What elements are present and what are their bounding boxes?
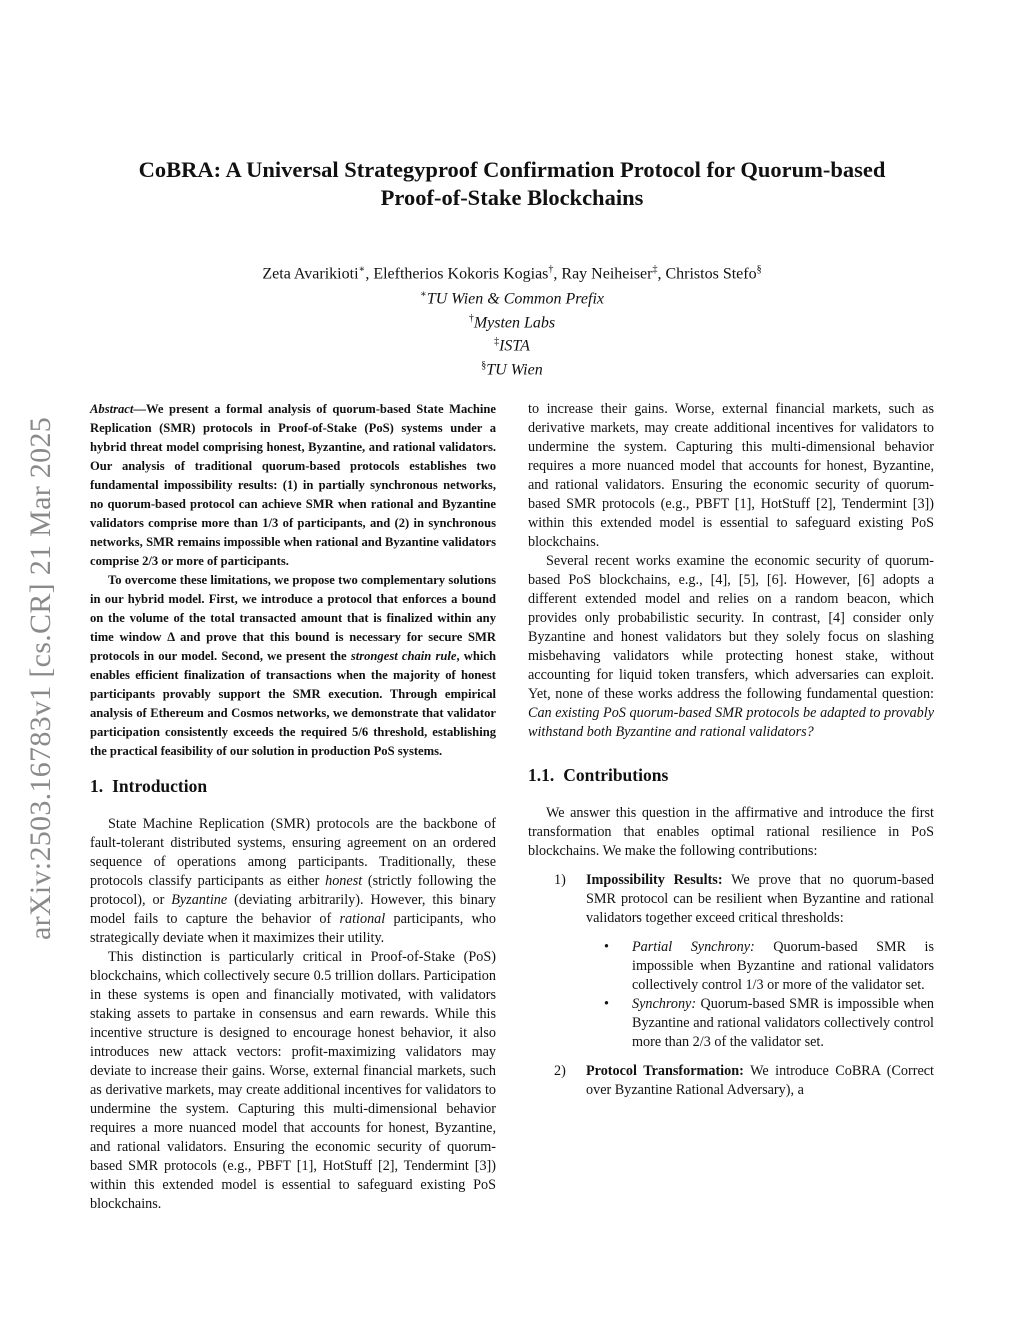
affiliation-mark: ∗ xyxy=(420,288,427,300)
list-enumerator: 2) xyxy=(554,1063,566,1079)
sub-list-item xyxy=(586,995,934,1052)
body-paragraph: We answer this question in the affirmative and introduce the first transformation that enables optimal rational resilience in PoS blockchains. We make the following contributions: xyxy=(528,805,934,859)
body-text: Several recent works examine the economic security of quorum-based PoS blockchains, e.g., [4], [5], [6]. However, [6] adopts a different extended model and relies on a random beacon, which provides only probabilistic security. In contrast, [4] consider only Byzantine and honest validators but they solely focus on slashing misbehaving validators while protecting honest stake, without accounting for liquid token transfers, which adversaries can exploit. Yet, none of these works address the following fundamental question: xyxy=(528,553,934,702)
section-title: Introduction xyxy=(112,776,208,796)
sub-list xyxy=(586,938,934,1052)
affiliation-name: TU Wien & Common Prefix xyxy=(426,290,604,308)
body-emphasis: Can existing PoS quorum-based SMR protocols be adapted to provably withstand both Byzantine and rational validators? xyxy=(528,705,934,740)
sub-item-text: Quorum-based SMR is impossible when Byzantine and rational validators collectively control more than 2/3 of the validator set. xyxy=(632,996,934,1050)
body-text: (strictly following the protocol), or xyxy=(90,873,496,908)
abstract-emphasis: strongest chain rule xyxy=(350,649,457,663)
right-column xyxy=(528,400,934,1110)
abstract-text: To overcome these limitations, we propose two complementary solutions in our hybrid model. First, we introduce a protocol that enforces a bound on the volume of the total transacted amount that is finalized within any time window Δ and prove that this bound is necessary for secure SMR protocols in our model. Second, we present the xyxy=(90,573,496,663)
abstract-dash: — xyxy=(133,402,146,416)
list-item xyxy=(528,1062,934,1100)
affiliation xyxy=(100,332,924,356)
left-column xyxy=(90,400,496,1214)
body-text: participants, who strategically deviate when it maximizes their utility. xyxy=(90,911,496,946)
body-emphasis: Byzantine xyxy=(171,892,228,908)
list-item-text: We introduce CoBRA (Correct over Byzantine Rational Adversary), a xyxy=(586,1063,934,1098)
body-text: (deviating arbitrarily). However, this binary model fails to capture the behavior of xyxy=(90,892,497,927)
affiliation xyxy=(100,285,924,309)
section-heading-contributions xyxy=(528,764,934,786)
affiliation-name: TU Wien xyxy=(486,361,543,379)
affiliation-name: ISTA xyxy=(499,337,530,355)
author-name: Eleftherios Kokoris Kogias xyxy=(373,265,549,283)
body-paragraph xyxy=(90,815,496,948)
list-item-title: Protocol Transformation: xyxy=(586,1063,744,1079)
bullet-icon: • xyxy=(604,996,609,1012)
abstract-paragraph xyxy=(90,400,496,571)
list-enumerator: 1) xyxy=(554,872,566,888)
list-item xyxy=(528,871,934,1052)
sub-item-text: Quorum-based SMR is impossible when Byzantine and rational validators collectively control 1/3 or more of the validator set. xyxy=(632,939,935,993)
arxiv-identifier: arXiv:2503.16783v1 [cs.CR] 21 Mar 2025 xyxy=(24,416,57,940)
body-emphasis: rational xyxy=(339,911,386,927)
author-name: Ray Neiheiser xyxy=(561,265,653,283)
paper-title xyxy=(100,156,924,212)
sub-item-label: Synchrony: xyxy=(632,996,697,1012)
bullet-icon: • xyxy=(604,939,609,955)
affiliation-mark: ∗ xyxy=(358,264,366,275)
section-number: 1. xyxy=(90,776,104,796)
affiliation-mark: ‡ xyxy=(652,264,658,275)
affiliation-mark: § xyxy=(481,360,487,372)
paper-title-line-2: Proof-of-Stake Blockchains xyxy=(380,185,644,210)
affiliation-mark: † xyxy=(468,312,474,324)
abstract-label: Abstract xyxy=(90,402,134,416)
abstract-text: We present a formal analysis of quorum-based State Machine Replication (SMR) protocols in Proof-of-Stake (PoS) systems under a hybrid threat model comprising honest, Byzantine, and rational validators. Our analysis of traditional quorum-based protocols establishes two fundamental impossibility results: (1) in partially synchronous networks, no quorum-based protocol can achieve SMR when rational and Byzantine validators comprise more than 1/3 of participants, and (2) in synchronous networks, SMR remains impossible when rational and Byzantine validators comprise 2/3 or more of participants. xyxy=(90,402,496,568)
list-item-text: We prove that no quorum-based SMR protocol can be resilient when Byzantine and rational validators together exceed critical thresholds: xyxy=(586,872,934,926)
affiliation-mark: † xyxy=(548,264,554,275)
sub-item-label: Partial Synchrony: xyxy=(632,939,755,955)
author-names: Zeta Avarikioti∗, Eleftherios Kokoris Kogias†, Ray Neiheiser‡, Christos Stefo§ xyxy=(262,264,762,283)
section-number: 1.1. xyxy=(528,765,555,785)
paper-title-line-1: CoBRA: A Universal Strategyproof Confirmation Protocol for Quorum-based xyxy=(138,157,886,182)
author-block xyxy=(100,260,924,380)
list-item-title: Impossibility Results: xyxy=(586,872,723,888)
body-paragraph: This distinction is particularly critical in Proof-of-Stake (PoS) blockchains, which collectively secure 0.5 trillion dollars. Participation in these systems is open and financially motivated, with validators staking assets to partake in consensus and earn rewards. While this incentive structure is designed to encourage honest behavior, it also introduces new attack vectors: profit-maximizing validators may deviate to increase their gains. Worse, external financial markets, such as derivative markets, may create additional incentives for validators to undermine the system. Capturing this multi-dimensional behavior requires a more nuanced model that accounts for honest, Byzantine, and rational validators. Ensuring the economic security of quorum-based SMR protocols (e.g., PBFT [1], HotStuff [2], Tendermint [3]) within this extended model is essential to safeguard existing PoS blockchains. xyxy=(90,949,496,1212)
affiliation xyxy=(100,309,924,333)
section-heading-introduction xyxy=(90,775,496,797)
affiliation-mark: § xyxy=(756,264,762,275)
body-paragraph-continued: to increase their gains. Worse, external financial markets, such as derivative markets, may create additional incentives for validators to undermine the system. Capturing this multi-dimensional behavior requires a more nuanced model that accounts for honest, Byzantine, and rational validators. Ensuring the economic security of quorum-based SMR protocols (e.g., PBFT [1], HotStuff [2], Tendermint [3]) within this extended model is essential to safeguard existing PoS blockchains. xyxy=(528,401,934,550)
affiliation-name: Mysten Labs xyxy=(473,313,556,331)
body-emphasis: honest xyxy=(325,873,363,889)
affiliation-mark: ‡ xyxy=(494,336,500,348)
sub-list-item xyxy=(586,938,934,995)
body-paragraph xyxy=(528,552,934,742)
author-name: Christos Stefo xyxy=(665,265,757,283)
body-text: State Machine Replication (SMR) protocols are the backbone of fault-tolerant distributed systems, ensuring agreement on an ordered sequence of operations among participants. Traditionally, these protocols classify participants as either xyxy=(90,816,496,889)
contributions-list xyxy=(528,871,934,1100)
section-title: Contributions xyxy=(563,765,669,785)
affiliation xyxy=(100,356,924,380)
abstract-paragraph xyxy=(90,571,496,761)
author-name: Zeta Avarikioti xyxy=(262,265,359,283)
abstract-text: , which enables efficient finalization of transactions when the majority of honest participants provably support the SMR execution. Through empirical analysis of Ethereum and Cosmos networks, we demonstrate that validator participation consistently exceeds the required 5/6 threshold, establishing the practical feasibility of our solution in production PoS systems. xyxy=(90,649,496,758)
